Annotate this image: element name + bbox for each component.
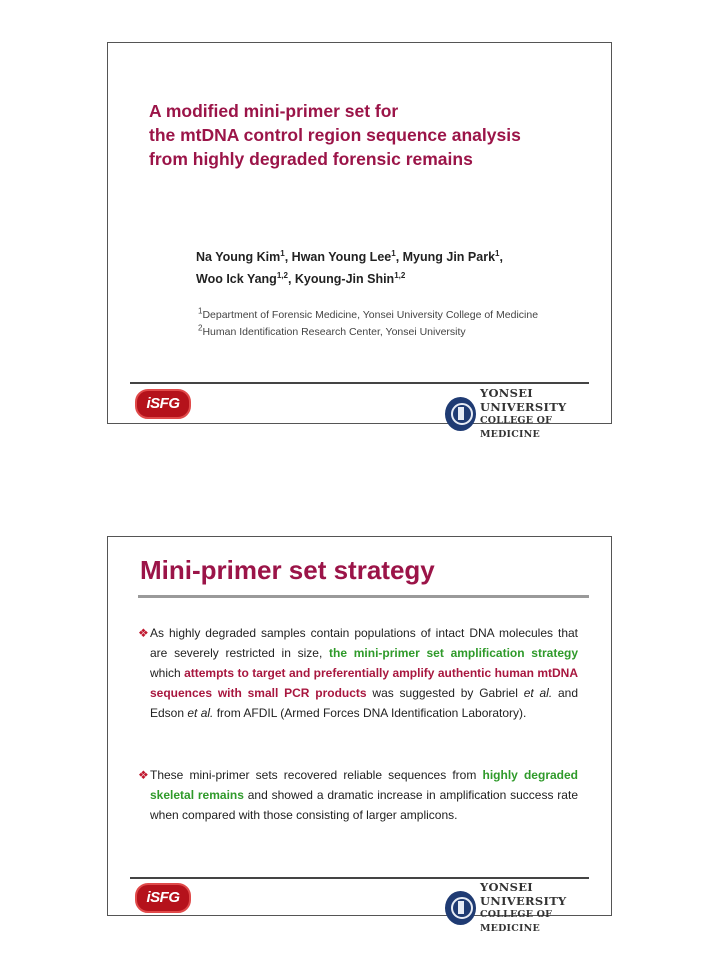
- bullet-item: [138, 623, 578, 723]
- author-name: Hwan Young Lee: [291, 250, 392, 264]
- isfg-logo: iSFG: [135, 389, 191, 419]
- affiliation-sup: 2: [198, 323, 203, 333]
- author-sup: 1: [280, 248, 285, 258]
- affiliation-text: Human Identification Research Center, Yonsei University: [202, 326, 466, 338]
- diamond-bullet-icon: ❖: [138, 626, 149, 640]
- bullet-text: and showed a dramatic increase in amplification success rate when compared with those consisting of larger amplicons.: [150, 788, 578, 822]
- title-line: A modified mini-primer set for: [149, 101, 399, 121]
- footer-divider: [130, 877, 589, 879]
- author-sup: 1: [391, 248, 396, 258]
- author-name: Woo Ick Yang: [196, 272, 277, 286]
- et-al: et al.: [187, 706, 214, 720]
- highlight-green: highly degraded skeletal remains: [150, 768, 578, 802]
- content-slide: [107, 536, 612, 934]
- title-line: the mtDNA control region sequence analysis: [149, 125, 521, 145]
- author-sup: 1: [495, 248, 500, 258]
- college-name: COLLEGE OF MEDICINE: [479, 415, 553, 440]
- highlight-green: the mini-primer set amplification strategy: [329, 646, 578, 660]
- author-line: Na Young Kim$^1$, Hwan Young Lee$^1$, Myung Jin Park$^1$,: [196, 248, 503, 264]
- highlight-red: attempts to target and preferentially amplify authentic human mtDNA sequences with small PCR products: [150, 666, 578, 700]
- bullet-item: [138, 765, 578, 825]
- title-slide: [107, 42, 612, 440]
- footer-divider: [130, 382, 589, 384]
- isfg-logo: iSFG: [135, 883, 191, 913]
- bullet-text: from AFDIL (Armed Forces DNA Identification Laboratory).: [213, 706, 527, 720]
- author-name: Kyoung-Jin Shin: [294, 272, 395, 286]
- title-line: from highly degraded forensic remains: [149, 149, 473, 169]
- author-list: [196, 246, 503, 290]
- university-name: YONSEI UNIVERSITY: [479, 386, 567, 414]
- presentation-title: [149, 99, 589, 171]
- title-underline: [138, 595, 589, 598]
- diamond-bullet-icon: ❖: [138, 768, 149, 782]
- affiliation: [198, 307, 538, 324]
- author-name: Na Young Kim: [196, 250, 281, 264]
- bullet-text: and Edson: [150, 686, 578, 720]
- affiliation-text: Department of Forensic Medicine, Yonsei University College of Medicine: [202, 309, 539, 321]
- yonsei-seal-icon: [445, 891, 476, 925]
- college-name: COLLEGE OF MEDICINE: [479, 909, 553, 934]
- yonsei-seal-icon: [445, 397, 476, 431]
- bullet-text: which: [150, 666, 185, 680]
- et-al: et al.: [523, 686, 553, 700]
- affiliation: [198, 324, 538, 341]
- yonsei-logo: [445, 386, 611, 442]
- affiliation-sup: 1: [198, 306, 203, 316]
- author-name: Myung Jin Park: [402, 250, 496, 264]
- author-sup: 1,2: [276, 270, 288, 280]
- bullet-text: was suggested by Gabriel: [366, 686, 524, 700]
- bullet-text: As highly degraded samples contain populations of intact DNA molecules that are severely restricted in size,: [150, 626, 578, 660]
- university-name: YONSEI UNIVERSITY: [479, 880, 567, 908]
- yonsei-logo: [445, 880, 611, 936]
- author-sup: 1,2: [394, 270, 406, 280]
- author-line: Woo Ick Yang$^{1,2}$, Kyoung-Jin Shin$^{1,2}$: [196, 270, 406, 286]
- slide-title: Mini-primer set strategy: [140, 555, 435, 585]
- bullet-text: These mini-primer sets recovered reliable sequences from: [150, 768, 483, 782]
- affiliations: [198, 307, 538, 341]
